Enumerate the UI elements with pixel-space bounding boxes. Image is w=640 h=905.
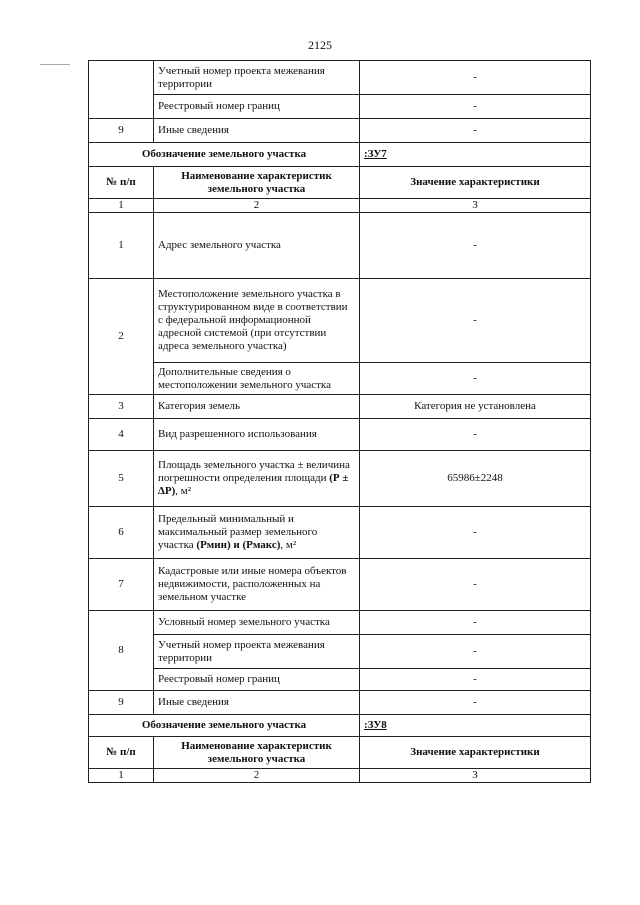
table-row bbox=[89, 691, 591, 715]
table-row bbox=[89, 611, 591, 635]
row-value: - bbox=[360, 363, 591, 395]
header-name: Наименование характеристик земельного участка bbox=[154, 737, 360, 769]
row-number: 7 bbox=[89, 559, 154, 611]
row-label: Категория земель bbox=[154, 395, 360, 419]
column-number-row bbox=[89, 199, 591, 213]
row-value: - bbox=[360, 611, 591, 635]
table-row bbox=[89, 635, 591, 669]
row-label: Вид разрешенного использования bbox=[154, 419, 360, 451]
row-value: - bbox=[360, 635, 591, 669]
row-label bbox=[154, 507, 360, 559]
column-number: 1 bbox=[89, 199, 154, 213]
parcel-title-row bbox=[89, 715, 591, 737]
row-label: Кадастровые или иные номера объектов недвижимости, расположенных на земельном участке bbox=[154, 559, 360, 611]
table-row bbox=[89, 669, 591, 691]
parcel-title-label: Обозначение земельного участка bbox=[89, 715, 360, 737]
row-value: - bbox=[360, 419, 591, 451]
header-value: Значение характеристики bbox=[360, 737, 591, 769]
row-value: - bbox=[360, 279, 591, 363]
row-value: - bbox=[360, 669, 591, 691]
row-value: - bbox=[360, 691, 591, 715]
land-parcel-table bbox=[88, 60, 591, 783]
row-value: - bbox=[360, 559, 591, 611]
row-number: 4 bbox=[89, 419, 154, 451]
header-row bbox=[89, 167, 591, 199]
row-label: Иные сведения bbox=[154, 691, 360, 715]
column-number: 2 bbox=[154, 769, 360, 783]
label-text: Площадь земельного участка ± величина погрешности определения площади bbox=[158, 459, 350, 484]
table-row bbox=[89, 395, 591, 419]
column-number: 1 bbox=[89, 769, 154, 783]
table-row bbox=[89, 61, 591, 95]
row-value: Категория не установлена bbox=[360, 395, 591, 419]
row-number: 9 bbox=[89, 691, 154, 715]
table-row bbox=[89, 363, 591, 395]
row-label: Местоположение земельного участка в структурированном виде в соответствии с федеральной информационной адресной системой (при отсутствии адреса земельного участка) bbox=[154, 279, 360, 363]
column-number: 3 bbox=[360, 769, 591, 783]
row-label: Иные сведения bbox=[154, 119, 360, 143]
row-label: Реестровый номер границ bbox=[154, 669, 360, 691]
size-formula: (Рмин) и (Рмакс) bbox=[196, 539, 281, 551]
table-row bbox=[89, 507, 591, 559]
row-value: - bbox=[360, 507, 591, 559]
row-label: Учетный номер проекта межевания территории bbox=[154, 61, 360, 95]
column-number-row bbox=[89, 769, 591, 783]
area-formula: (Р ± ΔР) bbox=[158, 472, 349, 497]
row-label bbox=[154, 451, 360, 507]
header-num: № п/п bbox=[89, 737, 154, 769]
row-number: 5 bbox=[89, 451, 154, 507]
table-row bbox=[89, 559, 591, 611]
row-number: 8 bbox=[89, 611, 154, 691]
row-value: - bbox=[360, 213, 591, 279]
row-value: - bbox=[360, 95, 591, 119]
table-row bbox=[89, 419, 591, 451]
header-value: Значение характеристики bbox=[360, 167, 591, 199]
row-label: Дополнительные сведения о местоположении земельного участка bbox=[154, 363, 360, 395]
area-unit: , м² bbox=[175, 485, 192, 497]
row-value: 65986±2248 bbox=[360, 451, 591, 507]
header-name: Наименование характеристик земельного участка bbox=[154, 167, 360, 199]
row-number: 6 bbox=[89, 507, 154, 559]
label-text: Предельный минимальный и максимальный размер земельного участка bbox=[158, 513, 318, 551]
table-row bbox=[89, 451, 591, 507]
row-value: - bbox=[360, 61, 591, 95]
row-label: Адрес земельного участка bbox=[154, 213, 360, 279]
header-row bbox=[89, 737, 591, 769]
column-number: 3 bbox=[360, 199, 591, 213]
row-label: Реестровый номер границ bbox=[154, 95, 360, 119]
scan-edge-mark bbox=[40, 64, 70, 65]
header-num: № п/п bbox=[89, 167, 154, 199]
table-row bbox=[89, 279, 591, 363]
row-number: 9 bbox=[89, 119, 154, 143]
table-row bbox=[89, 95, 591, 119]
parcel-id: :ЗУ8 bbox=[360, 715, 591, 737]
size-unit: , м² bbox=[280, 539, 297, 551]
page-number: 2125 bbox=[308, 38, 332, 52]
row-number: 2 bbox=[89, 279, 154, 395]
table-row bbox=[89, 213, 591, 279]
row-number: 3 bbox=[89, 395, 154, 419]
row-number: 1 bbox=[89, 213, 154, 279]
row-label: Учетный номер проекта межевания территории bbox=[154, 635, 360, 669]
row-number-cell-empty bbox=[89, 61, 154, 119]
column-number: 2 bbox=[154, 199, 360, 213]
parcel-title-row bbox=[89, 143, 591, 167]
parcel-id: :ЗУ7 bbox=[360, 143, 591, 167]
parcel-title-label: Обозначение земельного участка bbox=[89, 143, 360, 167]
table-row bbox=[89, 119, 591, 143]
row-label: Условный номер земельного участка bbox=[154, 611, 360, 635]
row-value: - bbox=[360, 119, 591, 143]
